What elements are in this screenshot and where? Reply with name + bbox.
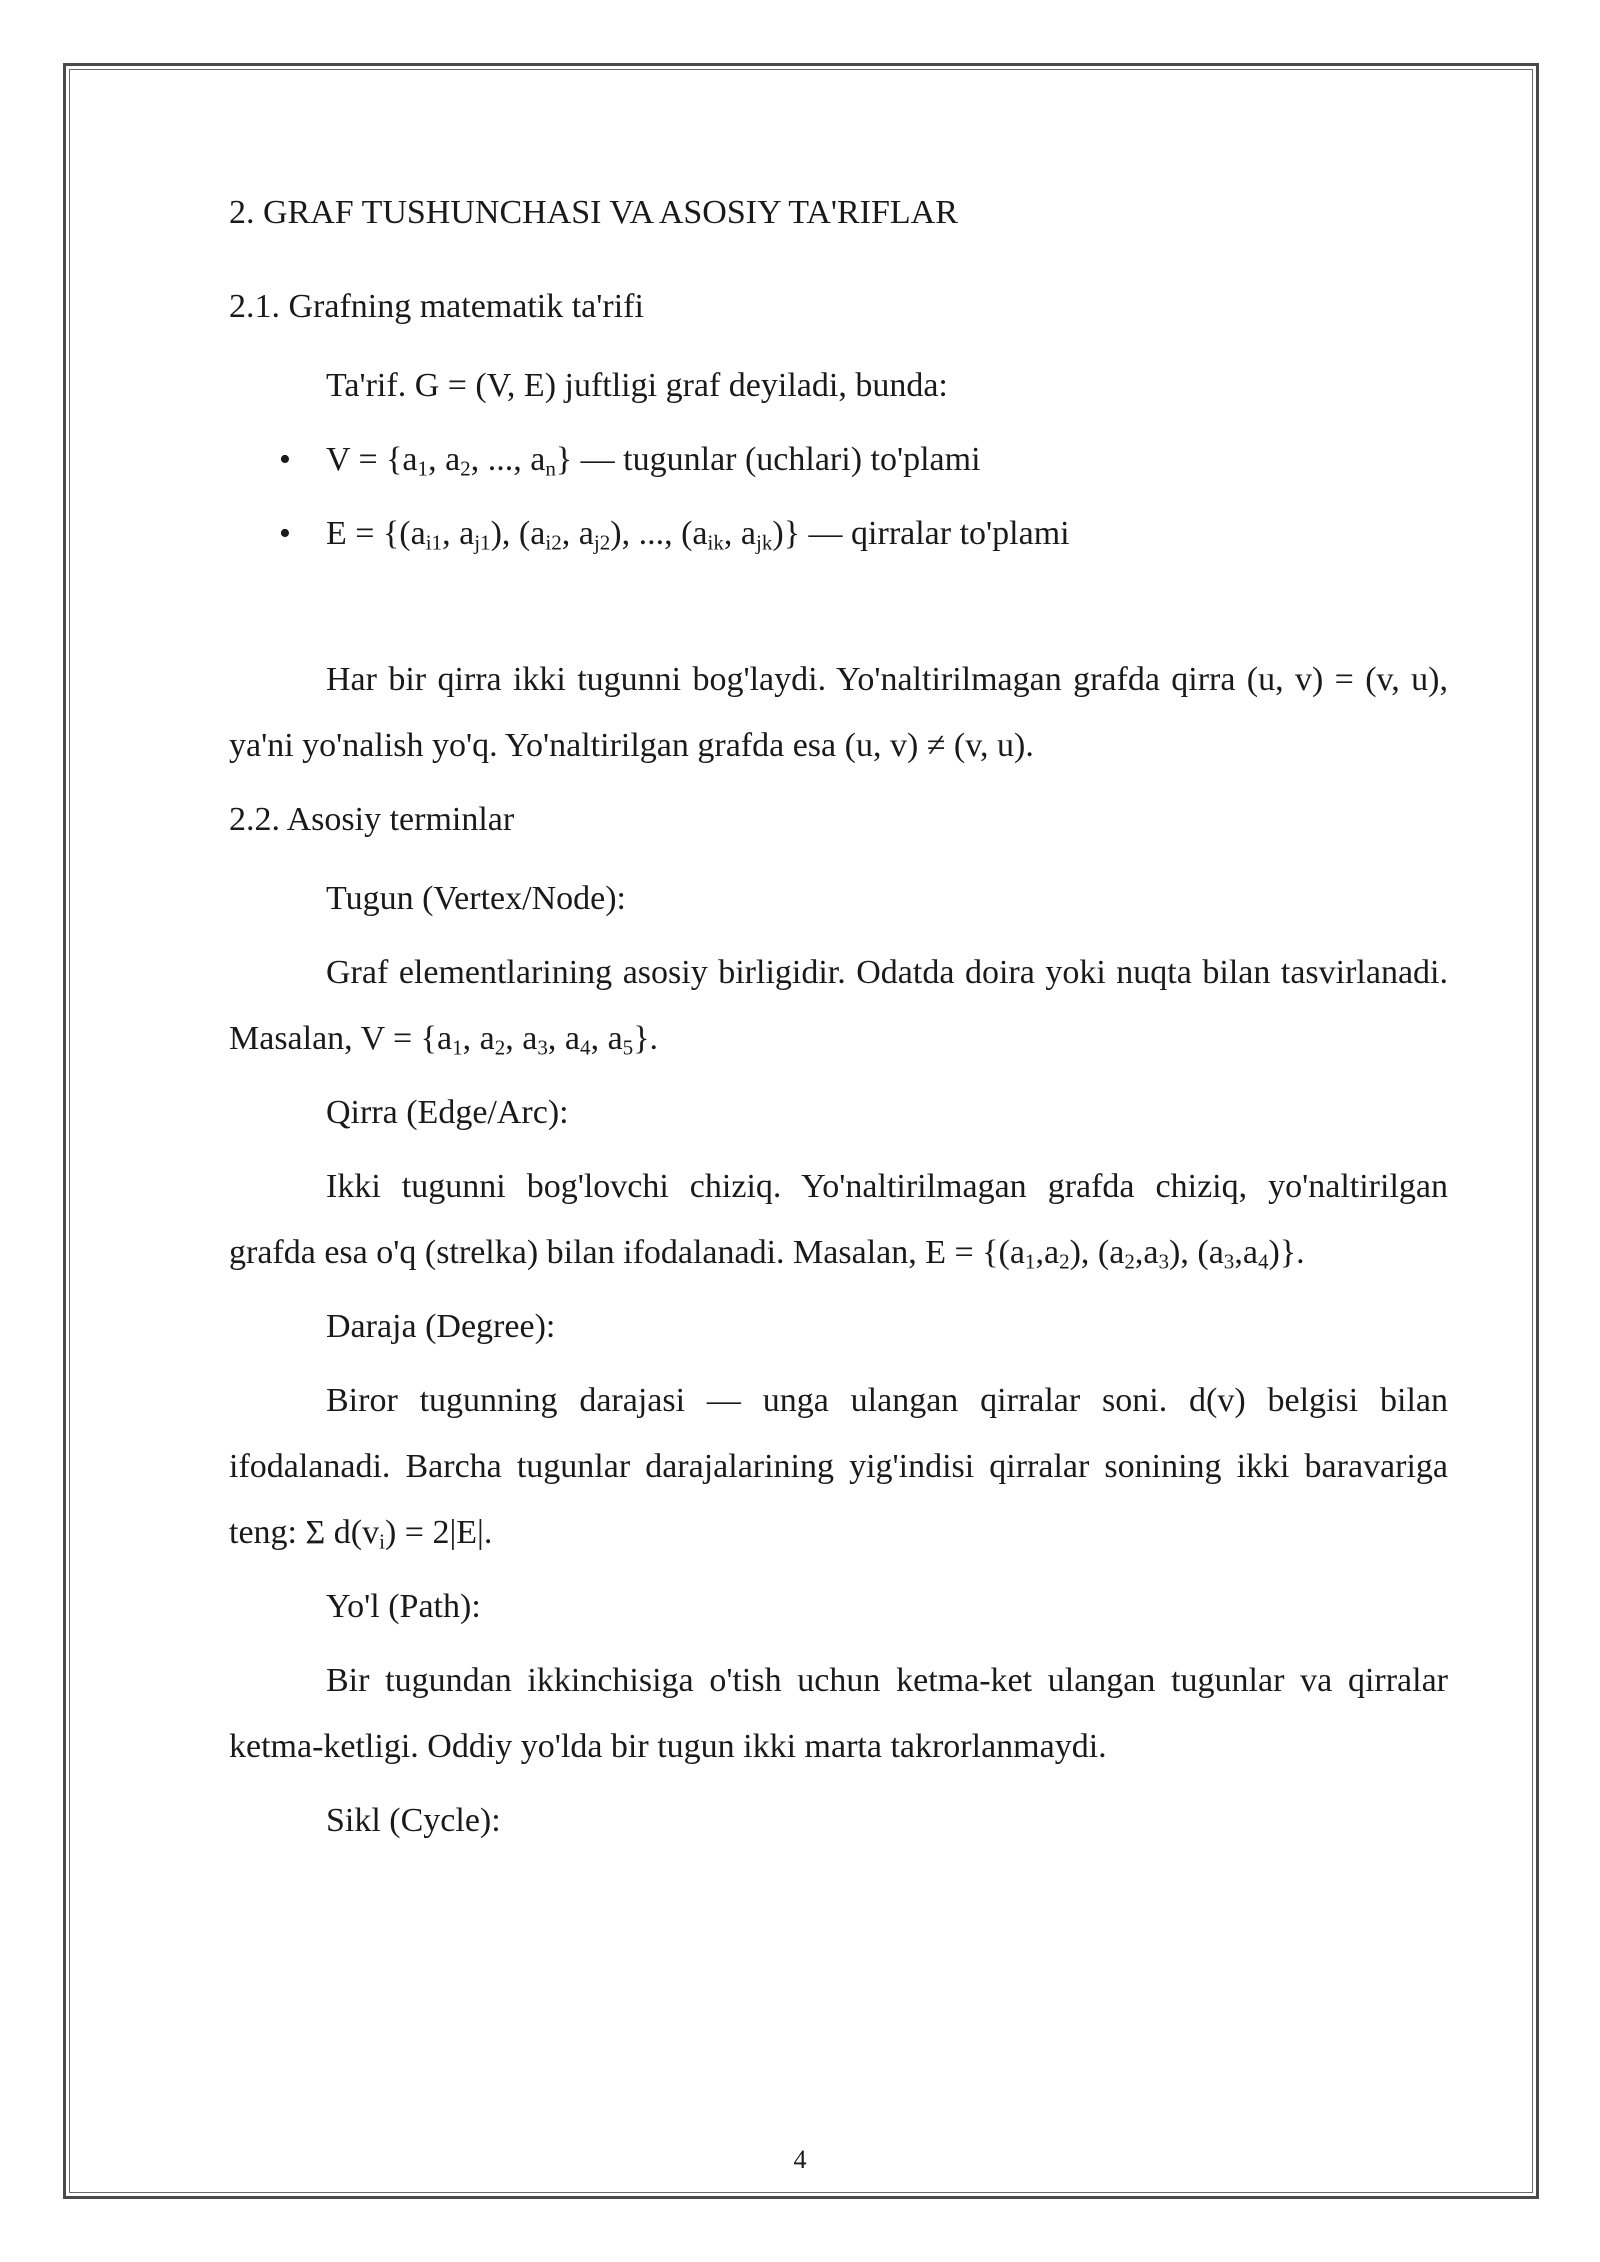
spacer (229, 575, 1448, 647)
page-number: 4 (793, 2145, 807, 2174)
node-description: Graf elementlarining asosiy birligidir. Odatda doira yoki nuqta bilan tasvirlanadi. Masalan, $V = \{a_1$, $a_2$, $a_3$, $a_4$, $a_5$}. (229, 954, 1448, 1060)
term-edge: Qirra (Edge/Arc): (326, 1094, 569, 1131)
edge-description: Ikki tugunni bog'lovchi chiziq. Yo'naltirilmagan grafda chiziq, yo'naltirilgan grafda esa o'q (strelka) bilan ifodalanadi. Masalan, $E = \{(a_1,a_2)$, $(a_2,a_3)$, $(a_3,a_4)$}. (229, 1168, 1448, 1274)
term-node: Tugun (Vertex/Node): (326, 880, 626, 917)
degree-description: Biror tugunning darajasi — unga ulangan qirralar soni. d(v) belgisi bilan ifodalanadi. Barcha tugunlar darajalarining yig'indisi qirralar sonining ikki baravariga teng: Σ $d(v_i) = 2|E|$. (229, 1382, 1448, 1554)
section-title-2-1: 2.1. Grafning matematik ta'rifi (229, 288, 644, 325)
definition-line: Ta'rif. G = (V, E) juftligi graf deyiladi, bunda: (326, 367, 948, 404)
path-description: Bir tugundan ikkinchisiga o'tish uchun ketma-ket ulangan tugunlar va qirralar ketma-ketligi. Oddiy yo'lda bir tugun ikki marta takrorlanmaydi. (229, 1662, 1448, 1765)
chapter-heading: 2. GRAF TUSHUNCHASI VA ASOSIY TA'RIFLAR (229, 194, 958, 231)
term-cycle: Sikl (Cycle): (326, 1802, 501, 1839)
edge-explanation-paragraph: Har bir qirra ikki tugunni bog'laydi. Yo'naltirilmagan grafda qirra (u, v) = (v, u), ya'ni yo'nalish yo'q. Yo'naltirilgan grafda esa (u, v) ≠ (v, u). (229, 661, 1448, 764)
list-item-vertex-set: • $V = \{a_1$, $a_2$, ..., $a_n$} — tugunlar (uchlari) to'plami (229, 427, 1448, 493)
bullet-icon: • (279, 441, 291, 478)
term-path: Yo'l (Path): (326, 1588, 481, 1625)
document-body (229, 180, 1448, 1862)
list-item-edge-set: • $E = \{(a_{i1}$, $a_{j1}$), ($a_{i2}$, $a_{j2}$), ..., ($a_{ik}$, $a_{jk}$)} — qirralar to'plami (229, 501, 1448, 567)
bullet-icon: • (279, 515, 291, 552)
term-degree: Daraja (Degree): (326, 1308, 556, 1345)
section-title-2-2: 2.2. Asosiy terminlar (229, 801, 515, 838)
